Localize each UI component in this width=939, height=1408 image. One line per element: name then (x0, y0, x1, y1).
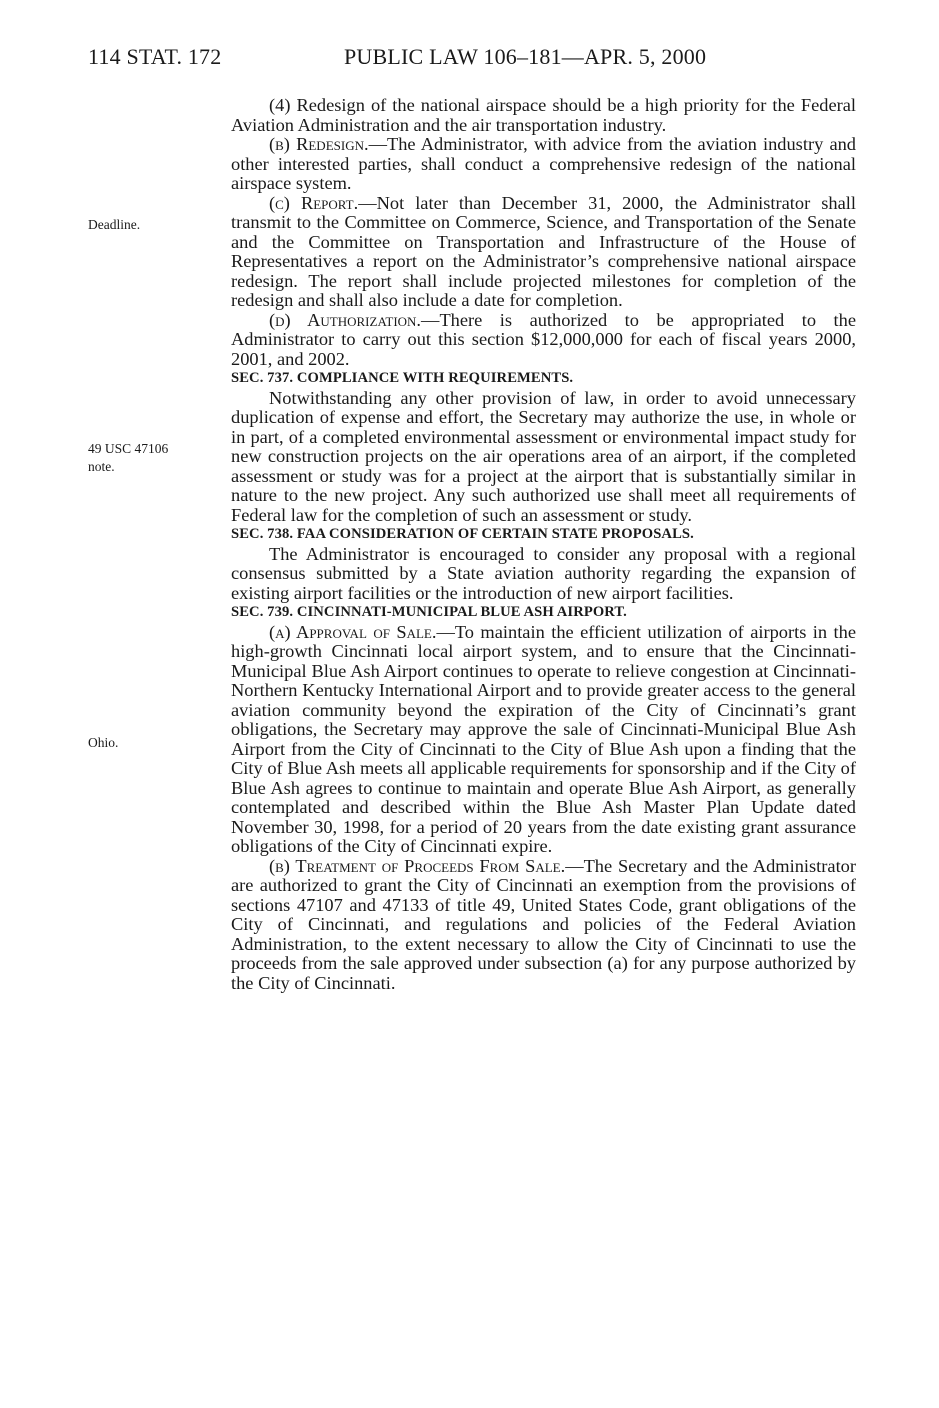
section-739-b-text: —The Secretary and the Administrator are authorized to grant the City of Cincinnati an exemption from the provisions of sections 47107 and 47133 of title 49, United States Code, grant obligations of the City of Cincinnati, and regulations and policies of the Federal Aviation Administration, to the extent necessary to allow the City of Cincinnati to use the proceeds from the sale approved under subsection (a) for any purpose authorized by the City of Cincinnati. (231, 855, 856, 993)
paragraph-b (231, 135, 856, 194)
paragraph-c (231, 194, 856, 311)
section-737-text: Notwithstanding any other provision of law, in order to avoid unnecessary duplication of expense and effort, the Secretary may authorize the use, in whole or in part, of a completed environmental assessment or environmental impact study for new construction projects on the air operations area of an airport, if the completed assessment or study was for a project at the airport that is substantially similar in nature to the new project. Any such authorized use shall meet all requirements of Federal law for the completion of such an assessment or study. (231, 387, 856, 525)
section-739-a-label: (a) Approval of Sale. (269, 621, 437, 642)
paragraph-c-text: —Not later than December 31, 2000, the Administrator shall transmit to the Committee on Commerce, Science, and Transportation of the Senate and the Committee on Transportation and Infrastructure of the House of Representatives a report on the Administrator’s comprehensive national airspace redesign. The report shall include projected milestones for completion of the redesign and shall also include a date for completion. (231, 192, 856, 310)
section-739-b-label: (b) Treatment of Proceeds From Sale. (269, 855, 566, 876)
section-737-heading: SEC. 737. COMPLIANCE WITH REQUIREMENTS. (231, 370, 574, 386)
margin-note-deadline: Deadline. (88, 217, 141, 232)
section-739-paragraph-b (231, 857, 856, 994)
margin-note-ohio: Ohio. (88, 735, 119, 750)
section-738-text: The Administrator is encouraged to consider any proposal with a regional consensus submitted by a State aviation authority regarding the expansion of existing airport facilities or the introduction of new airport facilities. (231, 543, 856, 603)
paragraph-4: (4) Redesign of the national airspace should be a high priority for the Federal Aviation Administration and the air transportation industry. (231, 95, 856, 135)
section-739-paragraph-a (231, 623, 856, 857)
paragraph-d-label: (d) Authorization. (269, 309, 422, 330)
margin-note-usc-line1: 49 USC 47106 (88, 441, 169, 456)
body-text (231, 96, 856, 993)
margin-note-usc-line2: note. (88, 459, 115, 474)
header-law-title: PUBLIC LAW 106–181—APR. 5, 2000 (344, 44, 707, 69)
section-739-a-text: —To maintain the efficient utilization of airports in the high-growth Cincinnati local airport system, and to ensure that the Cincinnati-Municipal Blue Ash Airport continues to operate to relieve congestion at Cincinnati-Northern Kentucky International Airport and to provide greater access to the general aviation community beyond the expiration of the City of Cincinnati’s grant obligations, the Secretary may approve the sale of Cincinnati-Municipal Blue Ash Airport from the City of Cincinnati to the City of Blue Ash upon a finding that the City of Blue Ash meets all applicable requirements for sponsorship and if the City of Blue Ash agrees to continue to maintain and operate Blue Ash Airport, as generally contemplated and described within the Blue Ash Master Plan Update dated November 30, 1998, for a period of 20 years from the date existing grant assurance obligations of the City of Cincinnati expire. (231, 621, 856, 856)
page-header (88, 44, 858, 76)
paragraph-d-text: —There is authorized to be appropriated to the Administrator to carry out this section $12,000,000 for each of fiscal years 2000, 2001, and 2002. (231, 309, 857, 369)
section-738-heading: SEC. 738. FAA CONSIDERATION OF CERTAIN STATE PROPOSALS. (231, 526, 694, 542)
margin-note-usc (88, 440, 208, 476)
header-stat-citation: 114 STAT. 172 (88, 44, 222, 69)
section-739-heading: SEC. 739. CINCINNATI-MUNICIPAL BLUE ASH AIRPORT. (231, 604, 627, 620)
paragraph-b-label: (b) Redesign. (269, 134, 369, 154)
paragraph-c-label: (c) Report. (269, 192, 359, 213)
paragraph-b-text: —The Administrator, with advice from the aviation industry and other interested parties, shall conduct a comprehensive redesign of the national airspace system. (231, 134, 856, 193)
paragraph-d (231, 311, 856, 370)
